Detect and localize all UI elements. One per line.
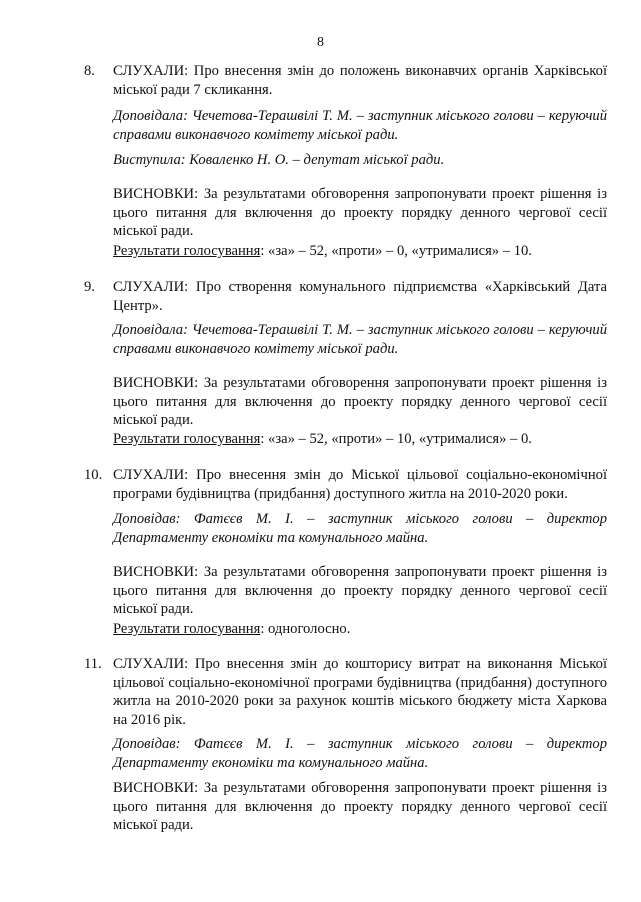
- speaker-text: Доповідала: Чечетова-Терашвілі Т. М. – заступник міського голови – керуючий справами виконавчого комітету міської ради.: [113, 322, 607, 357]
- vote-label: Результати голосування: [113, 621, 261, 637]
- conclusion-text: ВИСНОВКИ: За результатами обговорення запропонувати проект рішення із цього питання для включення до проекту порядку денного чергової сесії міської ради.: [113, 375, 607, 428]
- speaker-text: Доповідав: Фатєєв М. І. – заступник міського голови – директор Департаменту економіки та комунального майна.: [113, 736, 607, 771]
- vote-result: [113, 242, 607, 261]
- conclusion-text: ВИСНОВКИ: За результатами обговорення запропонувати проект рішення із цього питання для включення до проекту порядку денного чергової сесії міської ради.: [113, 564, 607, 617]
- conclusion-text: ВИСНОВКИ: За результатами обговорення запропонувати проект рішення із цього питання для включення до проекту порядку денного чергової сесії міської ради.: [113, 780, 607, 833]
- page-number: 8: [317, 35, 324, 50]
- speaker-text: Доповідала: Чечетова-Терашвілі Т. М. – заступник міського голови – керуючий справами виконавчого комітету міської ради.: [113, 108, 607, 143]
- item-number: 11.: [84, 656, 102, 672]
- vote-result: [113, 620, 607, 639]
- vote-value: : «за» – 52, «проти» – 0, «утрималися» – 10.: [260, 243, 532, 259]
- vote-label: Результати голосування: [113, 243, 261, 259]
- item-number: 10.: [84, 467, 103, 483]
- speaker-text: Доповідав: Фатєєв М. І. – заступник міського голови – директор Департаменту економіки та комунального майна.: [113, 511, 607, 546]
- conclusion-text: ВИСНОВКИ: За результатами обговорення запропонувати проект рішення із цього питання для включення до проекту порядку денного чергової сесії міської ради.: [113, 186, 607, 239]
- heard-text: СЛУХАЛИ: Про створення комунального підприємства «Харківський Дата Центр».: [113, 279, 607, 314]
- item-number: 8.: [84, 63, 95, 79]
- spoke-text: Виступила: Коваленко Н. О. – депутат міської ради.: [113, 152, 445, 168]
- vote-value: : «за» – 52, «проти» – 10, «утрималися» – 0.: [260, 431, 532, 447]
- heard-text: СЛУХАЛИ: Про внесення змін до положень виконавчих органів Харківської міської ради 7 скликання.: [113, 63, 607, 98]
- vote-result: [113, 430, 607, 449]
- vote-label: Результати голосування: [113, 431, 261, 447]
- item-number: 9.: [84, 279, 95, 295]
- heard-text: СЛУХАЛИ: Про внесення змін до кошторису витрат на виконання Міської цільової соціально-економічної програми будівництва (придбання) доступного житла на 2010-2020 роки за рахунок коштів міського бюджету міста Харкова на 2016 рік.: [113, 656, 607, 728]
- heard-text: СЛУХАЛИ: Про внесення змін до Міської цільової соціально-економічної програми будівництва (придбання) доступного житла на 2010-2020 роки.: [113, 467, 607, 502]
- vote-value: : одноголосно.: [260, 621, 351, 637]
